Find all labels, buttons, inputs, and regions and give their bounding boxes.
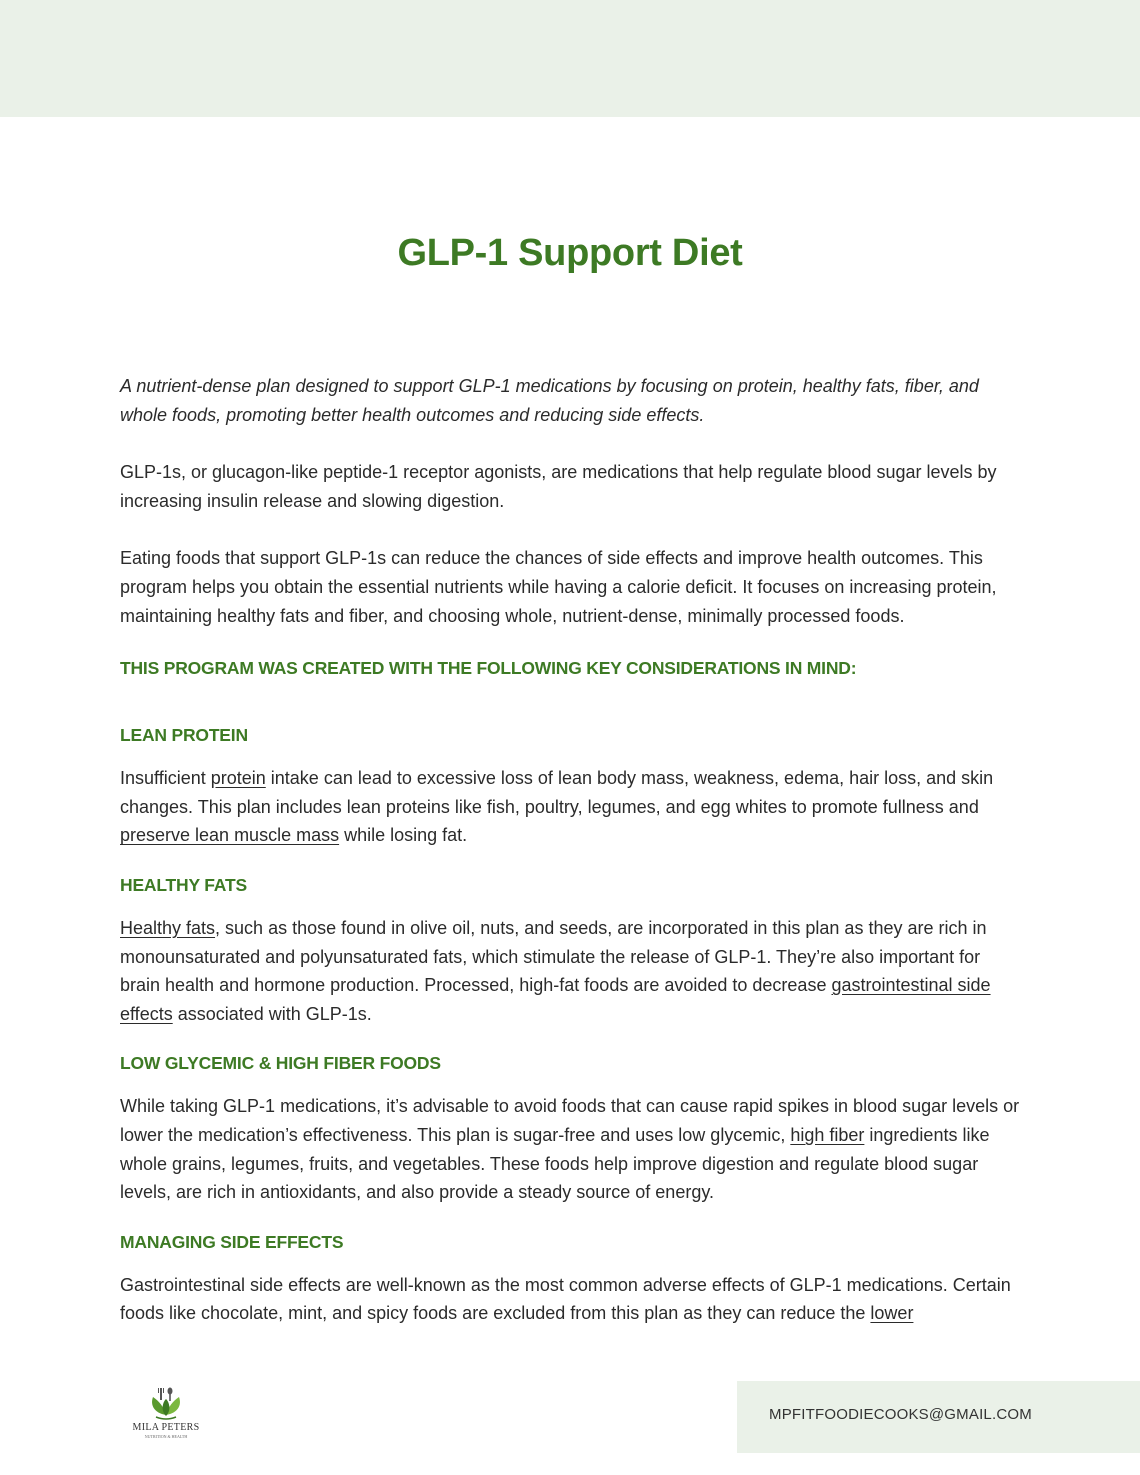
lean-protein-text-3: while losing fat. xyxy=(339,825,468,846)
low-glycemic-text-2: ingredients like whole grains, legumes, fruits, and vegetables. These foods help improve digestion and regulate blood sugar levels, are rich in antioxidants, and also provide a steady source of energy. xyxy=(120,1124,990,1203)
healthy-fats-text-2: associated with GLP-1s. xyxy=(172,1003,372,1024)
program-overview-paragraph: Eating foods that support GLP-1s can reduce the chances of side effects and improve health outcomes. This program helps you obtain the essential nutrients while having a calorie deficit. It focuses on increasing protein, maintaining healthy fats and fiber, and choosing whole, nutrient-dense, minimally processed foods. xyxy=(120,548,997,626)
leaf-fork-icon xyxy=(128,1385,204,1423)
high-fiber-link[interactable]: high fiber xyxy=(790,1124,865,1145)
footer-contact-band xyxy=(737,1381,1140,1453)
logo-tagline: NUTRITION & HEALTH xyxy=(144,1434,188,1439)
side-effects-heading: MANAGING SIDE EFFECTS xyxy=(120,1231,344,1252)
intro-paragraph: A nutrient-dense plan designed to support GLP-1 medications by focusing on protein, healthy fats, fiber, and whole foods, promoting better health outcomes and reducing side effects. xyxy=(120,376,979,425)
healthy-fats-text-1: , such as those found in olive oil, nuts, and seeds, are incorporated in this plan as they are rich in monounsaturated and polyunsaturated fats, which stimulate the release of GLP-1. They’re also important for brain health and hormone production. Processed, high-fat foods are avoided to decrease xyxy=(120,917,987,996)
healthy-fats-paragraph xyxy=(120,914,1020,1028)
protein-link[interactable]: protein xyxy=(210,768,266,789)
mila-peters-logo xyxy=(128,1385,204,1441)
lean-protein-heading: LEAN PROTEIN xyxy=(120,725,248,746)
healthy-fats-heading: HEALTHY FATS xyxy=(120,874,247,895)
low-glycemic-heading: LOW GLYCEMIC & HIGH FIBER FOODS xyxy=(120,1053,441,1074)
preserve-muscle-link[interactable]: preserve lean muscle mass xyxy=(120,825,340,846)
lower-link[interactable]: lower xyxy=(870,1303,914,1324)
document-body xyxy=(120,372,1020,1328)
side-effects-text-1: Gastrointestinal side effects are well-known as the most common adverse effects of GLP-1 medications. Certain foods like chocolate, mint, and spicy foods are excluded from this plan as they can reduce the xyxy=(120,1274,1011,1324)
considerations-heading: THIS PROGRAM WAS CREATED WITH THE FOLLOWING KEY CONSIDERATIONS IN MIND: xyxy=(120,658,857,679)
lean-protein-text-2: intake can lead to excessive loss of lean body mass, weakness, edema, hair loss, and skin changes. This plan includes lean proteins like fish, poultry, legumes, and egg whites to promote fullness and xyxy=(120,768,994,817)
glp1-definition-paragraph: GLP-1s, or glucagon-like peptide-1 receptor agonists, are medications that help regulate blood sugar levels by increasing insulin release and slowing digestion. xyxy=(120,462,997,511)
low-glycemic-paragraph xyxy=(120,1092,1020,1206)
header-band xyxy=(0,0,1140,117)
gi-side-effects-link[interactable]: gastrointestinal side effects xyxy=(120,975,991,1024)
lean-protein-text-1: Insufficient xyxy=(120,768,211,789)
side-effects-paragraph xyxy=(120,1271,1020,1328)
page-title: GLP-1 Support Diet xyxy=(397,232,743,274)
contact-email-link[interactable]: MPFITFOODIECOOKS@GMAIL.COM xyxy=(769,1406,1032,1423)
low-glycemic-text-1: While taking GLP-1 medications, it’s advisable to avoid foods that can cause rapid spikes in blood sugar levels or lower the medication’s effectiveness. This plan is sugar-free and uses low glycemic, xyxy=(120,1096,1020,1145)
lean-protein-paragraph xyxy=(120,764,1020,850)
healthy-fats-link[interactable]: Healthy fats xyxy=(120,917,216,938)
logo-name: MILA PETERS xyxy=(132,1422,200,1433)
